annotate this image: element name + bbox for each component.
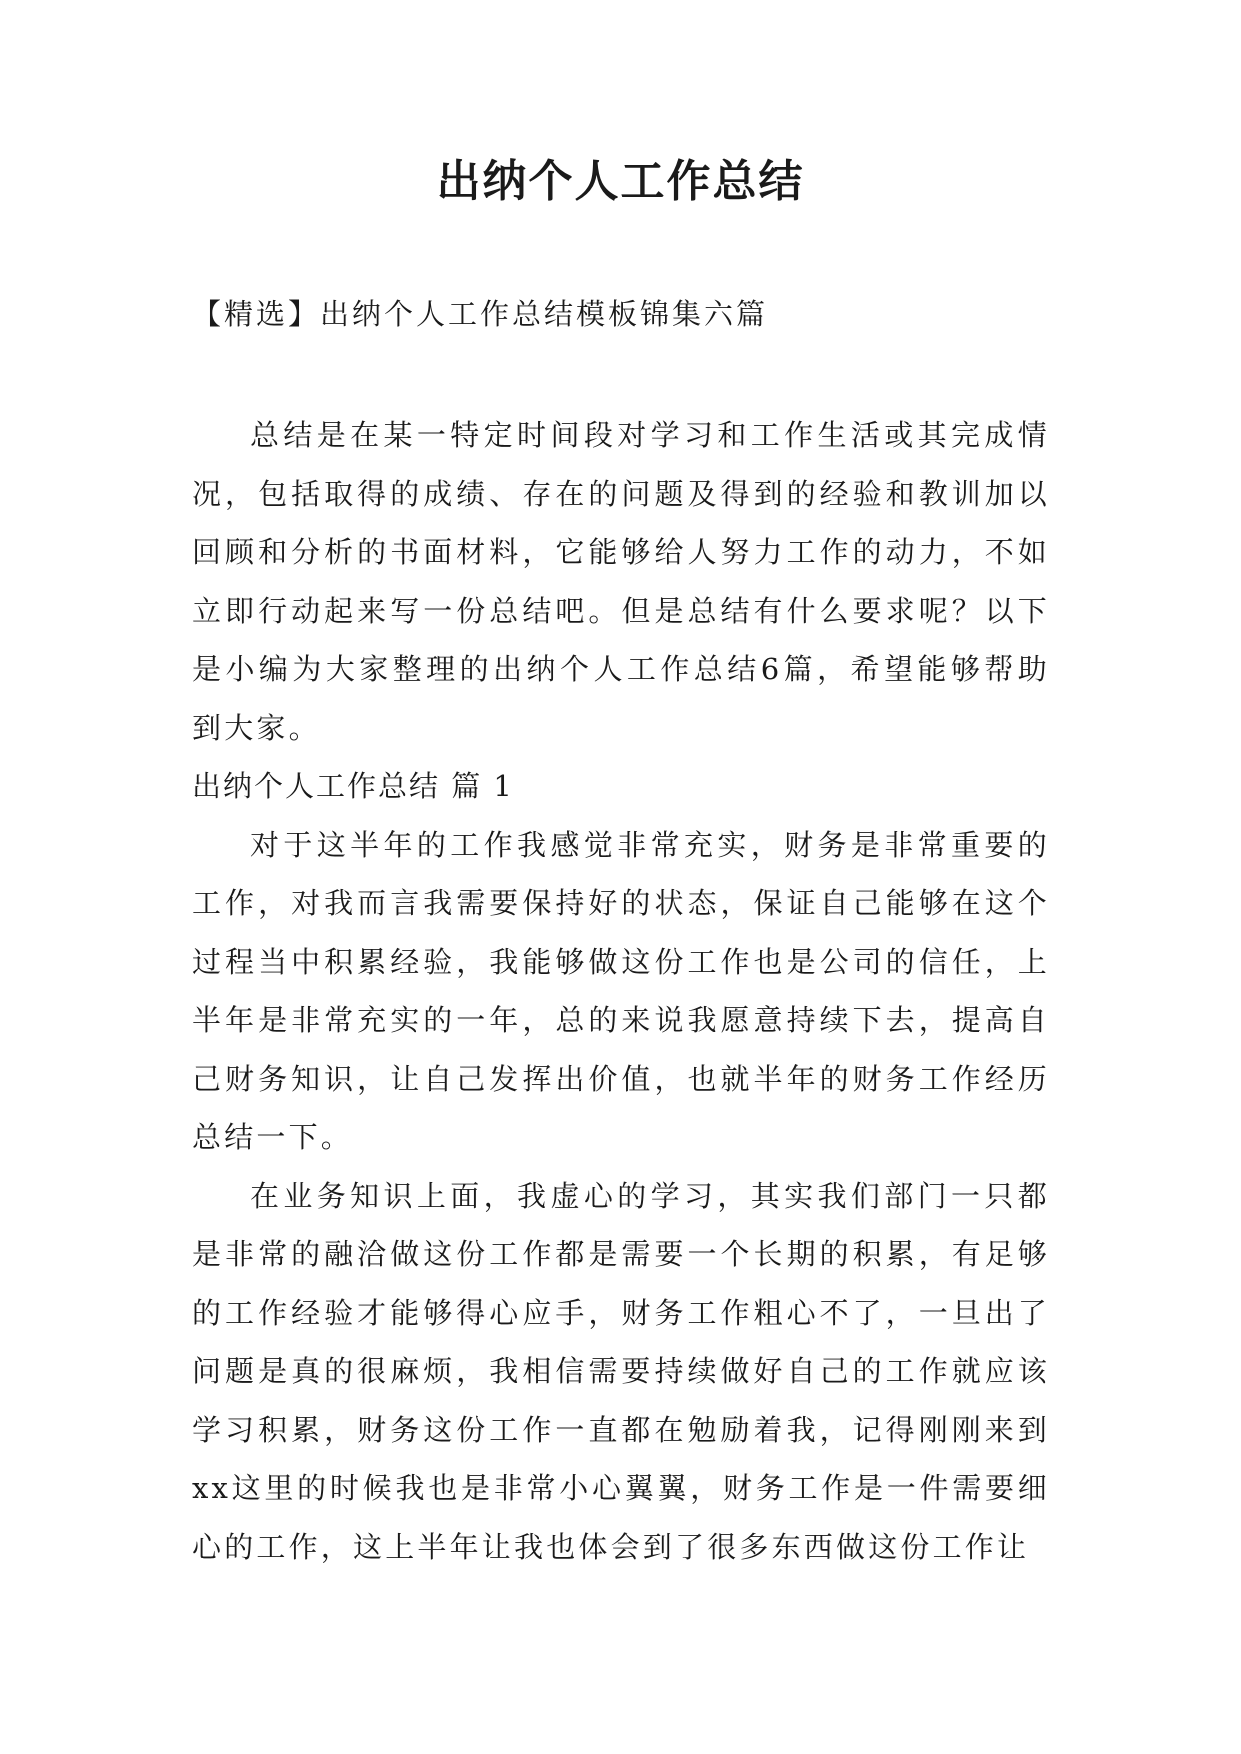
document-body: [192, 406, 1050, 1576]
body-paragraph: 在业务知识上面，我虚心的学习，其实我们部门一只都是非常的融洽做这份工作都是需要一个长期的积累，有足够的工作经验才能够得心应手，财务工作粗心不了，一旦出了问题是真的很麻烦，我相信需要持续做好自己的工作就应该学习积累，财务这份工作一直都在勉励着我，记得刚刚来到xx这里的时候我也是非常小心翼翼，财务工作是一件需要细心的工作，这上半年让我也体会到了很多东西做这份工作让: [192, 1178, 1050, 1564]
intro-paragraph: 总结是在某一特定时间段对学习和工作生活或其完成情况，包括取得的成绩、存在的问题及得到的经验和教训加以回顾和分析的书面材料，它能够给人努力工作的动力，不如立即行动起来写一份总结吧。但是总结有什么要求呢？以下是小编为大家整理的出纳个人工作总结6篇，希望能够帮助到大家。: [192, 418, 1050, 745]
document-title: 出纳个人工作总结: [436, 156, 805, 207]
body-paragraph: 对于这半年的工作我感觉非常充实，财务是非常重要的工作，对我而言我需要保持好的状态，保证自己能够在这个过程当中积累经验，我能够做这份工作也是公司的信任，上半年是非常充实的一年，总的来说我愿意持续下去，提高自己财务知识，让自己发挥出价值，也就半年的财务工作经历总结一下。: [192, 827, 1050, 1154]
document-subtitle: 【精选】出纳个人工作总结模板锦集六篇: [192, 297, 769, 331]
section-heading: 出纳个人工作总结 篇 1: [192, 769, 514, 803]
